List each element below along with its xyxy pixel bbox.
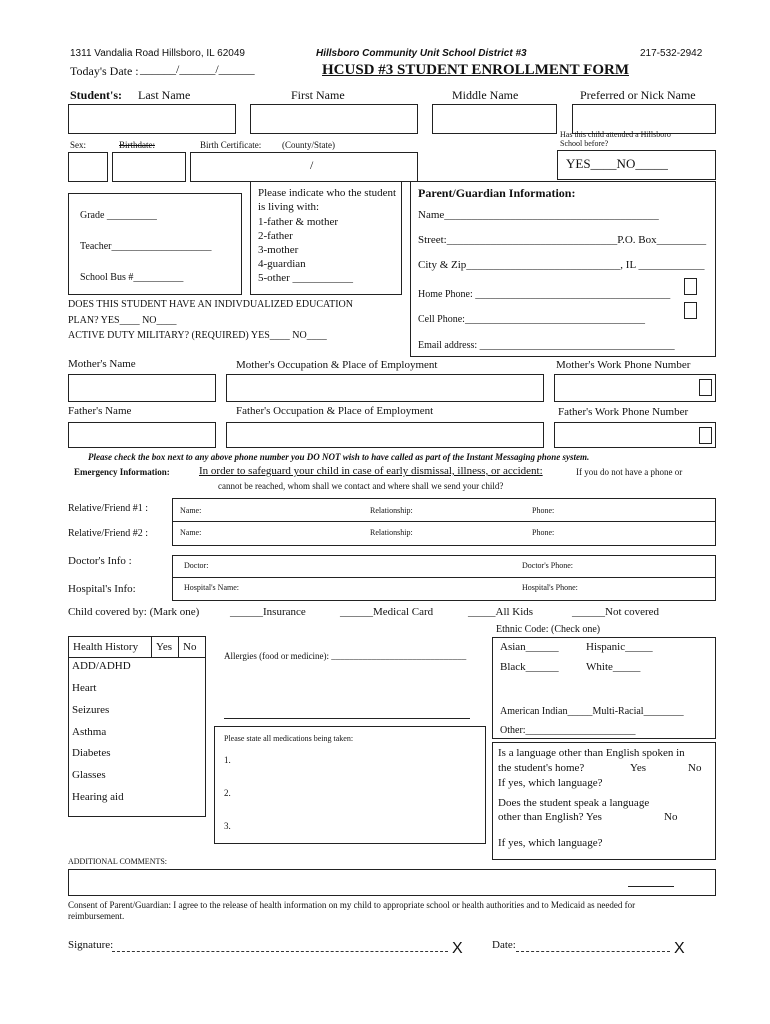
mother-work-phone-field[interactable] (554, 374, 716, 402)
school-bus-field[interactable]: School Bus #__________ (80, 272, 184, 283)
hospital-phone-field[interactable]: Hospital's Phone: (522, 583, 578, 592)
first-name-field[interactable] (250, 104, 418, 134)
language-q1-no[interactable]: No (688, 762, 702, 774)
cell-phone-field[interactable]: Cell Phone:____________________________________ (418, 314, 645, 325)
language-q2-which[interactable]: If yes, which language? (498, 837, 603, 849)
military-question[interactable]: ACTIVE DUTY MILITARY? (REQUIRED) YES____ NO____ (68, 330, 327, 341)
mother-name-label: Mother's Name (68, 358, 136, 370)
relative2-name-field[interactable]: Name: (180, 528, 202, 537)
ethnic-asian[interactable]: Asian______ (500, 641, 559, 653)
attended-yes-no[interactable]: YES____NO_____ (566, 156, 668, 171)
living-option-1[interactable]: 1-father & mother (258, 216, 339, 228)
mother-work-phone-label: Mother's Work Phone Number (556, 359, 691, 371)
ethnic-other[interactable]: Other:______________________ (500, 725, 636, 736)
emergency-text-line2: cannot be reached, whom shall we contact and where shall we send your child? (218, 481, 504, 491)
emergency-text-rest: If you do not have a phone or (576, 467, 683, 477)
comments-line (628, 886, 674, 887)
relative1-name-field[interactable]: Name: (180, 506, 202, 515)
ethnic-hispanic[interactable]: Hispanic_____ (586, 641, 653, 653)
medication-2[interactable]: 2. (224, 788, 231, 798)
health-row-add-adhd[interactable]: ADD/ADHD (72, 660, 131, 672)
allergies-line[interactable] (224, 718, 470, 719)
allergies-field[interactable]: Allergies (food or medicine): ______________________________ (224, 651, 467, 661)
health-row-diabetes[interactable]: Diabetes (72, 747, 111, 759)
birth-cert-slash: / (310, 158, 314, 172)
birth-certificate-label: Birth Certificate: (200, 140, 262, 150)
health-no-header: No (179, 637, 206, 658)
additional-comments-field[interactable] (68, 869, 716, 896)
coverage-label: Child covered by: (Mark one) (68, 606, 200, 618)
relative1-phone-field[interactable]: Phone: (532, 506, 555, 515)
health-history-header: Health History (69, 637, 152, 658)
medication-1[interactable]: 1. (224, 755, 231, 765)
ethnic-black[interactable]: Black______ (500, 661, 559, 673)
district-name: Hillsboro Community Unit School District #3 (316, 48, 527, 59)
living-option-3[interactable]: 3-mother (258, 244, 299, 256)
relative2-relationship-field[interactable]: Relationship: (370, 528, 413, 537)
sex-field[interactable] (68, 152, 108, 182)
father-occupation-label: Father's Occupation & Place of Employment (236, 405, 434, 417)
hospital-name-field[interactable]: Hospital's Name: (184, 583, 239, 592)
school-address: 1311 Vandalia Road Hillsboro, IL 62049 (70, 48, 245, 59)
mother-work-phone-checkbox[interactable] (699, 379, 712, 396)
language-q2-no[interactable]: No (664, 811, 678, 823)
living-option-2[interactable]: 2-father (258, 230, 293, 242)
middle-name-field[interactable] (432, 104, 557, 134)
grade-field[interactable]: Grade __________ (80, 210, 157, 221)
birthdate-label: Birthdate: (119, 140, 155, 150)
date-label: Date: (492, 939, 516, 951)
coverage-all-kids[interactable]: _____All Kids (468, 606, 534, 618)
health-history-table (68, 636, 206, 658)
guardian-city-field[interactable]: City & Zip____________________________, IL ____________ (418, 259, 705, 271)
relative2-phone-field[interactable]: Phone: (532, 528, 555, 537)
emergency-contacts-box (172, 498, 716, 546)
coverage-medical-card[interactable]: ______Medical Card (340, 606, 434, 618)
email-field[interactable]: Email address: _______________________________________ (418, 340, 675, 351)
date-x-mark: X (674, 940, 685, 957)
signature-x-mark: X (452, 940, 463, 957)
hospital-info-label: Hospital's Info: (68, 583, 136, 595)
mother-occupation-label: Mother's Occupation & Place of Employment (236, 359, 438, 371)
language-q1-which[interactable]: If yes, which language? (498, 777, 603, 789)
iep-question-line1: DOES THIS STUDENT HAVE AN INDIVDUALIZED EDUCATION (68, 299, 353, 310)
sex-label: Sex: (70, 140, 87, 150)
birthdate-field[interactable] (112, 152, 186, 182)
doctor-info-label: Doctor's Info : (68, 555, 132, 567)
ethnic-code-title: Ethnic Code: (Check one) (496, 624, 601, 635)
mother-name-field[interactable] (68, 374, 216, 402)
coverage-not-covered[interactable]: ______Not covered (572, 606, 660, 618)
form-title: HCUSD #3 STUDENT ENROLLMENT FORM (322, 62, 629, 78)
preferred-name-label: Preferred or Nick Name (580, 88, 696, 102)
language-q1-line2: the student's home? (498, 762, 585, 774)
relative1-label: Relative/Friend #1 : (68, 503, 148, 514)
father-name-field[interactable] (68, 422, 216, 448)
language-q1-line1: Is a language other than English spoken in (498, 747, 685, 759)
medical-contacts-box (172, 555, 716, 601)
county-state-label: (County/State) (282, 140, 335, 150)
todays-date-field[interactable]: ______/______/______ (140, 62, 255, 76)
consent-text: Consent of Parent/Guardian: I agree to the release of health information on my child to appropriate school or health authorities and to Medicaid as needed for reimbursement. (68, 900, 636, 921)
living-option-5[interactable]: 5-other ___________ (258, 272, 354, 284)
emergency-text-underlined: In order to safeguard your child in case of early dismissal, illness, or accident: (199, 465, 543, 477)
ethnic-american-indian-multiracial[interactable]: American Indian_____Multi-Racial________ (500, 706, 684, 717)
doctor-phone-field[interactable]: Doctor's Phone: (522, 561, 573, 570)
messaging-note: Please check the box next to any above phone number you DO NOT wish to have called as part of the Instant Messaging phone system. (88, 452, 590, 462)
last-name-label: Last Name (138, 88, 191, 102)
father-name-label: Father's Name (68, 405, 132, 417)
relative1-relationship-field[interactable]: Relationship: (370, 506, 413, 515)
signature-label: Signature: (68, 939, 114, 951)
relative2-label: Relative/Friend #2 : (68, 528, 148, 539)
living-with-prompt: Please indicate who the student is living with: (258, 187, 397, 213)
middle-name-label: Middle Name (452, 88, 519, 102)
signature-field[interactable] (112, 951, 448, 952)
mother-occupation-field[interactable] (226, 374, 544, 402)
home-phone-field[interactable]: Home Phone: _______________________________________ (418, 289, 671, 300)
emergency-label: Emergency Information: (74, 467, 170, 477)
father-work-phone-label: Father's Work Phone Number (558, 406, 689, 418)
date-field[interactable] (516, 951, 670, 952)
health-row-asthma[interactable]: Asthma (72, 726, 107, 738)
father-occupation-field[interactable] (226, 422, 544, 448)
todays-date-label: Today's Date : (70, 64, 139, 78)
first-name-label: First Name (291, 88, 345, 102)
language-q2-line1: Does the student speak a language (498, 797, 650, 809)
home-phone-checkbox[interactable] (684, 278, 697, 295)
additional-comments-label: ADDITIONAL COMMENTS: (68, 857, 168, 866)
language-q1-yes[interactable]: Yes (630, 762, 647, 774)
father-work-phone-checkbox[interactable] (699, 427, 712, 444)
father-work-phone-field[interactable] (554, 422, 716, 448)
students-label: Student's: (70, 88, 123, 102)
medical-divider (172, 577, 716, 578)
health-row-heart[interactable]: Heart (72, 682, 97, 694)
cell-phone-checkbox[interactable] (684, 302, 697, 319)
coverage-insurance[interactable]: ______Insurance (230, 606, 306, 618)
medications-label: Please state all medications being taken: (224, 734, 354, 743)
doctor-field[interactable]: Doctor: (184, 561, 209, 570)
district-phone: 217-532-2942 (640, 48, 703, 59)
medication-3[interactable]: 3. (224, 821, 231, 831)
guardian-name-field[interactable]: Name_______________________________________ (418, 209, 659, 221)
health-row-seizures[interactable]: Seizures (72, 704, 110, 716)
emergency-divider (172, 521, 716, 522)
ethnic-white[interactable]: White_____ (586, 661, 641, 673)
medications-box[interactable] (214, 726, 486, 844)
guardian-street-field[interactable]: Street:_______________________________P.O. Box_________ (418, 234, 707, 246)
teacher-field[interactable]: Teacher____________________ (80, 241, 212, 252)
iep-question-line2[interactable]: PLAN? YES____ NO____ (68, 315, 177, 326)
living-option-4[interactable]: 4-guardian (258, 258, 306, 270)
language-q2-line2[interactable]: other than English? Yes (498, 811, 602, 823)
attended-question: Has this child attended a Hillsboro School before? (560, 130, 671, 148)
health-row-glasses[interactable]: Glasses (72, 769, 106, 781)
birth-certificate-field[interactable] (190, 152, 418, 182)
health-row-hearing-aid[interactable]: Hearing aid (72, 791, 124, 803)
guardian-title: Parent/Guardian Information: (418, 186, 576, 200)
last-name-field[interactable] (68, 104, 236, 134)
health-yes-header: Yes (152, 637, 179, 658)
